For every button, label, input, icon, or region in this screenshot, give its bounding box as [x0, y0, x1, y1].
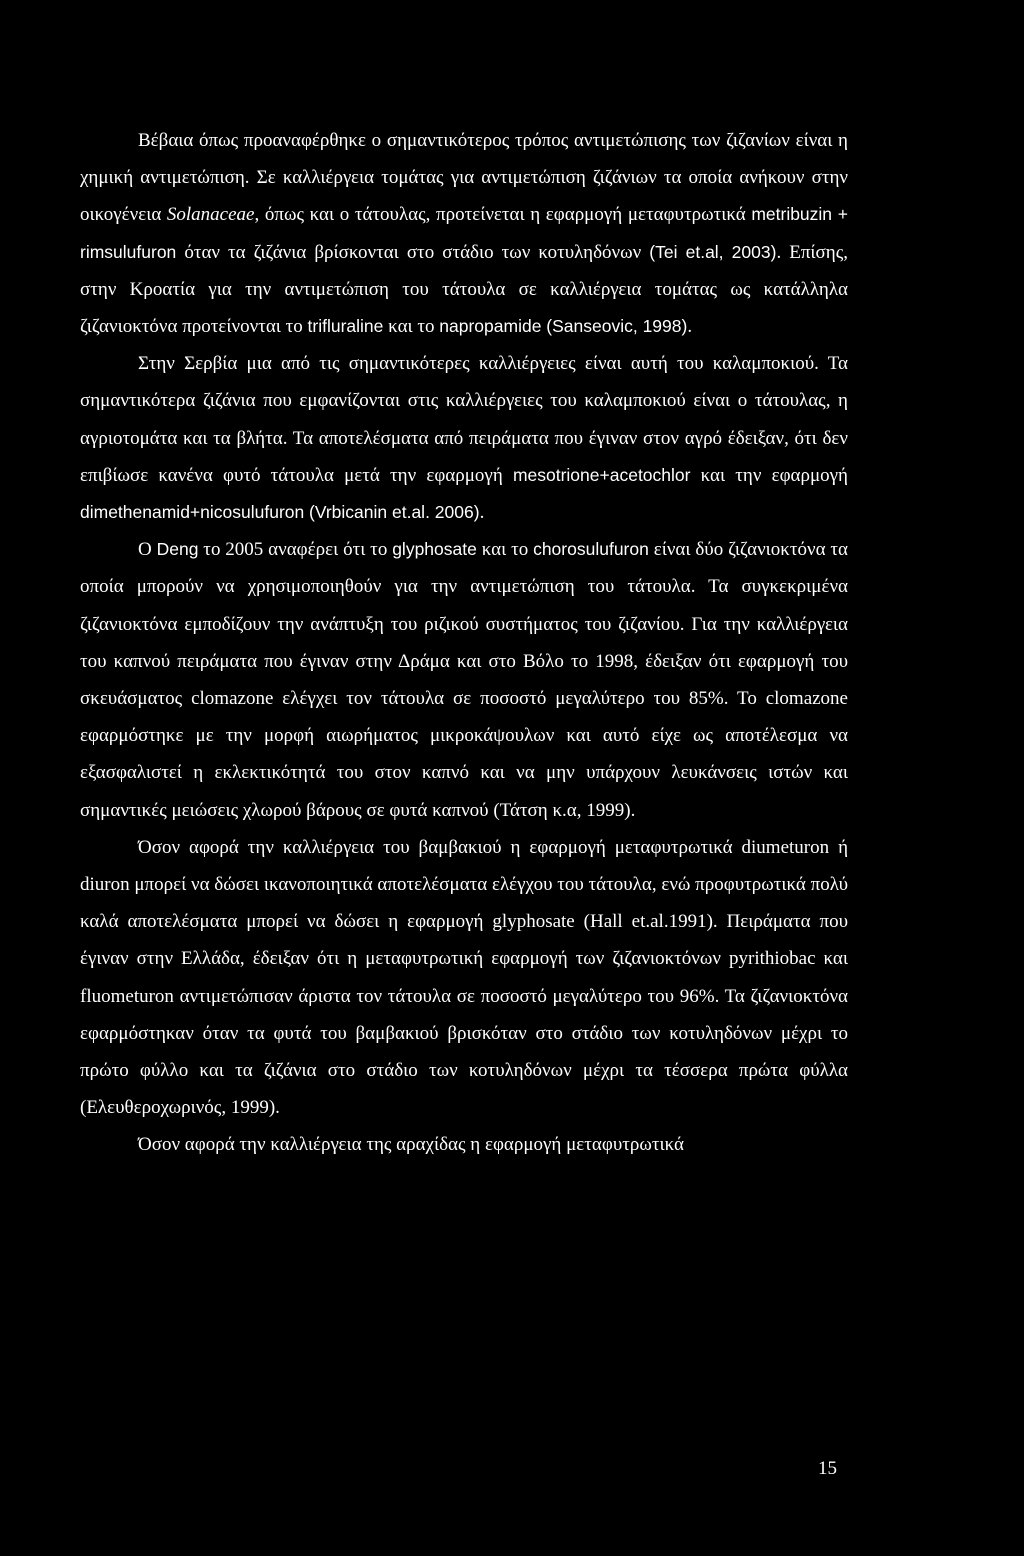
- text-run: είναι δύο ζιζανιοκτόνα τα οποία μπορούν να χρησιμοποιηθούν για την αντιμετώπιση του τάτουλα. Τα συγκεκριμένα ζιζανιοκτόνα εμποδίζουν την ανάπτυξη του ριζικού συστήματος του ζιζανίου. Για την καλλιέργεια του καπνού πειράματα που έγιναν στην Δράμα και στο Βόλο το 1998, έδειξαν ότι εφαρμογή του σκευάσματος clomazone ελέγχει τον τάτουλα σε ποσοστό μεγαλύτερο του 85%. Το clomazone εφαρμόστηκε με την μορφή αιωρήματος μικροκάψουλων και αυτό είχε ως αποτέλεσμα να εξασφαλιστεί η εκλεκτικότητά του στον καπνό και να μην υπάρχουν λευκάνσεις ιστών και σημαντικές μειώσεις χλωρού βάρους σε φυτά καπνού (Τάτση κ.α, 1999).: [80, 539, 848, 821]
- latin-term: chorosulufuron: [533, 539, 649, 560]
- latin-term: trifluraline: [307, 316, 384, 337]
- text-run: το 2005 αναφέρει ότι το: [198, 539, 393, 561]
- latin-term: (Vrbicanin et.al. 2006): [309, 502, 480, 523]
- latin-term: Deng: [156, 539, 199, 560]
- latin-term: glyphosate: [392, 539, 477, 560]
- text-run: Βέβαια όπως προαναφέρθηκε ο σημαντικότερος τρόπος αντιμετώπισης των ζιζανίων είναι η χημική αντιμετώπιση. Σε καλλιέργεια τομάτας για αντιμετώπιση ζιζάνιων τα οποία ανήκουν στην οικογένεια: [80, 130, 848, 226]
- latin-term: napropamide (Sanseovic, 1998): [439, 316, 688, 337]
- paragraph-1: [80, 122, 848, 345]
- latin-term: metribuzin + rimsulufuron: [80, 204, 848, 262]
- text-run: και το: [383, 316, 440, 338]
- body-text: [80, 122, 848, 1164]
- text-run: και το: [476, 539, 534, 561]
- paragraph-4: [80, 829, 848, 1127]
- text-run: Ο: [138, 539, 157, 561]
- text-run: .: [479, 502, 485, 524]
- text-run: . Επίσης, στην Κροατία για την αντιμετώπιση του τάτουλα σε καλλιέργεια τομάτας ως κατάλληλα ζιζανιοκτόνα προτείνονται το: [80, 241, 848, 338]
- italic-term: Solanaceae: [166, 204, 255, 226]
- latin-term: (Tei et.al, 2003): [649, 241, 777, 262]
- latin-term: dimethenamid+nicosulufuron: [80, 502, 305, 523]
- text-run: Όσον αφορά την καλλιέργεια του βαμβακιού η εφαρμογή μεταφυτρωτικά diumeturon ή diuron μπορεί να δώσει ικανοποιητικά αποτελέσματα ελέγχου του τάτουλα, ενώ προφυτρωτικά πολύ καλά αποτελέσματα μπορεί να δώσει η εφαρμογή glyphosate (Hall et.al.1991). Πειράματα που έγιναν στην Ελλάδα, έδειξαν ότι η μεταφυτρωτική εφαρμογή των ζιζανιοκτόνων pyrithiobac και fluometuron αντιμετώπισαν άριστα τον τάτουλα σε ποσοστό μεγαλύτερο του 96%. Τα ζιζανιοκτόνα εφαρμόστηκαν όταν τα φυτά του βαμβακιού βρισκόταν στο στάδιο των κοτυληδόνων μέχρι το πρώτο φύλλο και τα ζιζάνια στο στάδιο των κοτυληδόνων μέχρι τα τέσσερα πρώτα φύλλα (Ελευθεροχωρινός, 1999).: [80, 836, 848, 1119]
- text-run: και την εφαρμογή: [690, 464, 848, 486]
- text-run: , όπως και ο τάτουλας, προτείνεται η εφαρμογή μεταφυτρωτικά: [254, 204, 752, 226]
- text-run: Στην Σερβία μια από τις σημαντικότερες καλλιέργειες είναι αυτή του καλαμποκιού. Τα σημαντικότερα ζιζάνια που εμφανίζονται στις καλλιέργειες του καλαμποκιού είναι ο τάτουλας, η αγριοτομάτα και τα βλήτα. Τα αποτελέσματα από πειράματα που έγιναν στον αγρό έδειξαν, ότι δεν επιβίωσε κανένα φυτό τάτουλα μετά την εφαρμογή: [80, 353, 848, 486]
- paragraph-3: [80, 531, 848, 829]
- text-run: .: [687, 316, 693, 338]
- text-run: Όσον αφορά την καλλιέργεια της αραχίδας η εφαρμογή μεταφυτρωτικά: [138, 1134, 684, 1156]
- latin-term: mesotrione+acetochlor: [512, 464, 691, 485]
- text-run: όταν τα ζιζάνια βρίσκονται στο στάδιο των κοτυληδόνων: [176, 241, 650, 263]
- paragraph-5: [80, 1126, 848, 1163]
- page-number: 15: [818, 1458, 837, 1479]
- paragraph-2: [80, 345, 848, 531]
